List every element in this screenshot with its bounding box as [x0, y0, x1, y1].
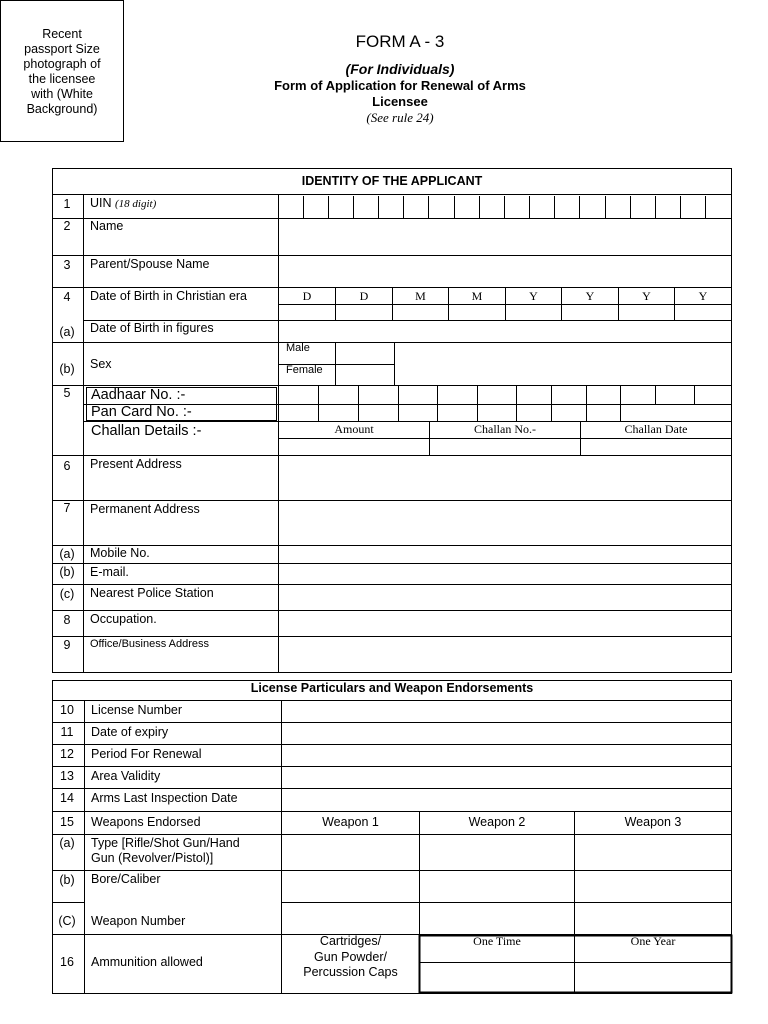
dob-letter: Y: [585, 289, 595, 303]
dob-christian-label: Date of Birth in Christian era: [90, 289, 248, 303]
ammo-one-time-header: One Time: [473, 934, 521, 948]
row-number: (b): [59, 362, 75, 376]
name-label: Name: [90, 219, 124, 233]
mobile-label: Mobile No.: [90, 546, 150, 560]
row-number: 10: [60, 703, 74, 717]
dob-letter: M: [415, 289, 426, 303]
row-number: 11: [60, 725, 74, 739]
row-number: 13: [60, 769, 74, 783]
email-label: E-mail.: [90, 565, 129, 579]
uin-note: (18 digit): [115, 198, 157, 210]
dob-letter: D: [302, 289, 312, 303]
dob-letter: D: [359, 289, 369, 303]
row-number: 5: [63, 386, 71, 400]
weapon-3-header: Weapon 3: [624, 815, 682, 829]
row-number: 12: [60, 747, 74, 761]
row-number: 7: [63, 501, 71, 515]
challan-label: Challan Details :-: [91, 423, 202, 439]
row-number: (C): [58, 914, 76, 928]
weapon-number-label: Weapon Number: [91, 914, 186, 928]
ammo-types: [282, 934, 419, 981]
form-heading-line1: Form of Application for Renewal of Arms: [274, 78, 526, 93]
challan-date-header: Challan Date: [624, 422, 688, 436]
photo-line: with (White: [31, 87, 93, 101]
ammo-type-line: Percussion Caps: [303, 965, 398, 979]
office-address-label: Office/Business Address: [90, 638, 210, 650]
identity-heading: IDENTITY OF THE APPLICANT: [301, 174, 483, 188]
row-number: 3: [63, 258, 71, 272]
renewal-period-label: Period For Renewal: [91, 747, 202, 761]
row-number: 15: [60, 815, 74, 829]
row-number: 2: [63, 219, 71, 233]
ammunition-label: Ammunition allowed: [91, 955, 203, 969]
ammo-one-year-header: One Year: [630, 934, 676, 948]
row-number: 4: [63, 290, 71, 304]
dob-letter: Y: [698, 289, 708, 303]
row-number: 16: [60, 955, 74, 969]
weapon-1-header: Weapon 1: [322, 815, 379, 829]
row-number: (c): [59, 587, 75, 601]
sex-option-male[interactable]: Male: [286, 342, 310, 354]
row-number: 1: [63, 197, 71, 211]
uin-label-text: UIN: [90, 196, 112, 210]
photo-line: passport Size: [24, 42, 100, 56]
row-number: (a): [59, 836, 75, 850]
area-validity-label: Area Validity: [91, 769, 161, 783]
row-number: (a): [59, 325, 75, 339]
dob-letter: Y: [529, 289, 538, 303]
form-subtitle: (For Individuals): [345, 61, 455, 77]
row-number: (b): [59, 565, 75, 579]
license-number-label: License Number: [91, 703, 183, 717]
challan-amount-header: Amount: [334, 422, 374, 436]
challan-number-header: Challan No.-: [474, 422, 536, 436]
type-label: [91, 836, 240, 866]
type-label-line: Type [Rifle/Shot Gun/Hand: [91, 836, 240, 850]
type-label-line: Gun (Revolver/Pistol)]: [91, 851, 214, 865]
row-number: 9: [63, 638, 71, 652]
weapon-2-header: Weapon 2: [468, 815, 526, 829]
photo-line: Background): [26, 102, 98, 116]
row-number: 14: [60, 791, 74, 805]
permanent-address-label: Permanent Address: [90, 502, 200, 516]
dob-letter: M: [471, 289, 483, 303]
dob-figures-label: Date of Birth in figures: [90, 321, 214, 335]
photo-line: the licensee: [28, 72, 96, 86]
sex-option-female[interactable]: Female: [286, 364, 323, 376]
photo-line: Recent: [42, 27, 82, 41]
police-station-label: Nearest Police Station: [90, 586, 214, 600]
photo-line: photograph of: [23, 57, 101, 71]
form-rule: (See rule 24): [366, 110, 434, 125]
expiry-label: Date of expiry: [91, 725, 169, 739]
form-heading-line2: Licensee: [372, 94, 428, 109]
bore-caliber-label: Bore/Caliber: [91, 872, 161, 886]
dob-letter: Y: [642, 289, 651, 303]
ammo-type-line: Cartridges/: [319, 934, 382, 948]
row-number: (b): [59, 873, 75, 887]
row-number: 8: [63, 613, 71, 627]
form-title: FORM A - 3: [355, 32, 445, 51]
inspection-date-label: Arms Last Inspection Date: [91, 791, 238, 805]
uin-label: [90, 196, 156, 210]
parent-spouse-label: Parent/Spouse Name: [90, 257, 210, 271]
occupation-label: Occupation.: [90, 612, 157, 626]
pan-label: Pan Card No. :-: [91, 404, 192, 420]
aadhaar-label: Aadhaar No. :-: [91, 387, 186, 403]
sex-label: Sex: [90, 357, 112, 371]
weapons-endorsed-label: Weapons Endorsed: [91, 815, 201, 829]
present-address-label: Present Address: [90, 457, 182, 471]
row-number: 6: [63, 459, 71, 473]
ammo-type-line: Gun Powder/: [314, 949, 387, 964]
license-heading: License Particulars and Weapon Endorsements: [250, 681, 534, 695]
row-number: (a): [59, 547, 75, 561]
